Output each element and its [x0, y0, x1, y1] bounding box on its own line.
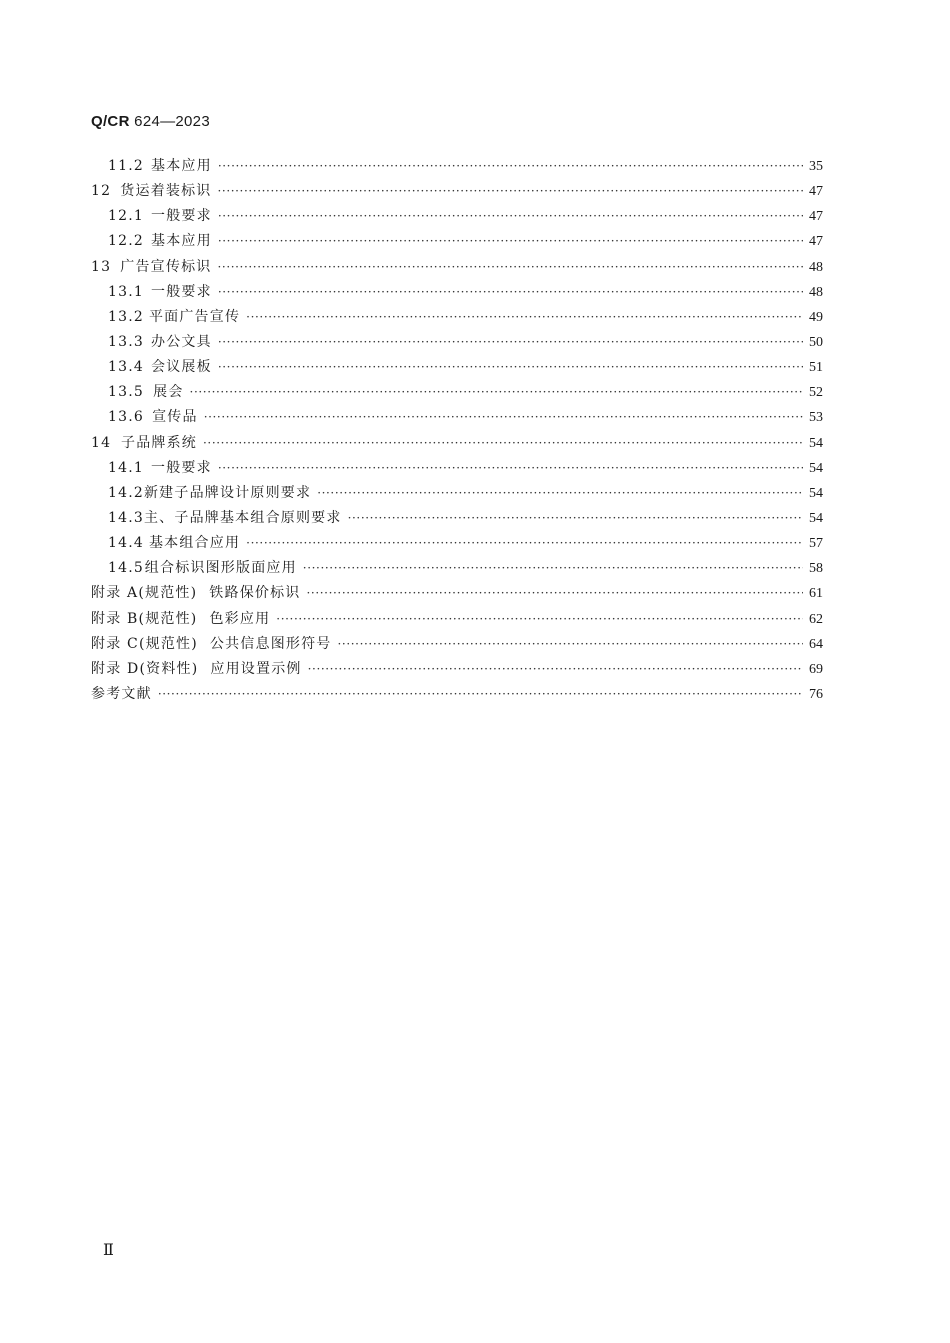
toc-entry[interactable] [91, 155, 823, 180]
toc-entry-page: 51 [809, 360, 823, 376]
toc-entry-number: 14.4 [108, 535, 144, 552]
toc-entry-page: 50 [809, 334, 823, 350]
toc-entry-number: 附录 B(规范性) [91, 610, 198, 627]
toc-dot-leader [307, 586, 804, 600]
toc-entry-number: 13.3 [108, 333, 144, 350]
toc-entry[interactable] [91, 381, 823, 406]
toc-entry-number: 14.1 [108, 459, 144, 476]
standard-prefix: Q/CR [91, 113, 130, 130]
toc-dot-leader [276, 612, 803, 626]
toc-dot-leader [218, 335, 803, 349]
toc-entry-number: 14.2 [108, 484, 144, 501]
toc-entry[interactable] [91, 532, 823, 557]
toc-dot-leader [158, 687, 803, 701]
toc-entry[interactable] [91, 683, 823, 708]
toc-entry[interactable] [91, 256, 823, 281]
toc-dot-leader [217, 260, 803, 274]
table-of-contents [91, 155, 823, 708]
toc-entry-number: 12.1 [108, 208, 144, 225]
toc-entry[interactable] [91, 281, 823, 306]
toc-entry-number: 13.6 [108, 409, 144, 426]
toc-entry-page: 57 [809, 536, 823, 552]
toc-entry-number: 附录 D(资料性) [91, 660, 199, 677]
toc-entry-title: 公共信息图形符号 [209, 635, 332, 652]
toc-entry[interactable] [91, 180, 823, 205]
toc-entry-title: 广告宣传标识 [120, 258, 212, 275]
toc-entry[interactable] [91, 658, 823, 683]
toc-entry[interactable] [91, 557, 823, 582]
toc-entry-title: 一般要求 [151, 459, 212, 476]
toc-entry[interactable] [91, 582, 823, 607]
toc-entry-title: 货运着装标识 [120, 183, 212, 200]
toc-entry-title: 主、子品牌基本组合原则要求 [143, 509, 342, 526]
toc-entry[interactable] [91, 331, 823, 356]
toc-dot-leader [246, 536, 803, 550]
toc-entry-title: 会议展板 [151, 359, 212, 376]
toc-entry-title: 铁路保价标识 [209, 585, 301, 602]
toc-entry-title: 展会 [153, 384, 184, 401]
toc-entry-page: 47 [809, 184, 823, 200]
toc-entry-page: 54 [809, 435, 823, 451]
toc-dot-leader [218, 209, 803, 223]
toc-entry-title: 一般要求 [151, 208, 212, 225]
toc-entry-page: 52 [809, 385, 823, 401]
toc-entry-title: 参考文献 [91, 685, 152, 702]
toc-entry-title: 基本应用 [151, 158, 212, 174]
standard-code: 624—2023 [134, 113, 210, 130]
toc-entry-page: 47 [809, 234, 823, 250]
document-header [91, 113, 210, 130]
toc-dot-leader [338, 637, 804, 651]
toc-entry-number: 13.5 [108, 384, 144, 401]
toc-entry-title: 一般要求 [151, 283, 212, 300]
toc-entry-title: 新建子品牌设计原则要求 [143, 484, 312, 501]
toc-entry-number: 13.2 [108, 308, 144, 325]
toc-entry-number: 14.3 [108, 509, 144, 526]
toc-dot-leader [348, 511, 803, 525]
toc-entry-page: 53 [809, 410, 823, 426]
toc-entry[interactable] [91, 205, 823, 230]
toc-entry[interactable] [91, 230, 823, 255]
toc-entry[interactable] [91, 432, 823, 457]
toc-entry[interactable] [91, 406, 823, 431]
toc-dot-leader [217, 184, 803, 198]
toc-entry-title: 组合标识图形版面应用 [144, 560, 297, 577]
toc-entry-number: 11.2 [108, 158, 144, 174]
toc-entry-page: 62 [809, 611, 823, 627]
toc-entry[interactable] [91, 306, 823, 331]
toc-entry-title: 宣传品 [152, 409, 198, 426]
toc-entry-title: 子品牌系统 [121, 434, 197, 451]
toc-entry-page: 49 [809, 309, 823, 325]
toc-entry-page: 76 [809, 686, 823, 702]
toc-entry-number: 附录 A(规范性) [91, 585, 198, 602]
toc-dot-leader [218, 461, 803, 475]
toc-entry-page: 64 [809, 636, 823, 652]
toc-entry[interactable] [91, 457, 823, 482]
toc-entry-number: 13.4 [108, 359, 144, 376]
toc-entry-page: 61 [809, 586, 823, 602]
toc-dot-leader [218, 159, 803, 173]
toc-entry[interactable] [91, 633, 823, 658]
toc-entry-number: 13.1 [108, 283, 144, 300]
page-number: Ⅱ [103, 1242, 114, 1259]
toc-entry-number: 12 [91, 183, 112, 200]
toc-dot-leader [308, 662, 803, 676]
toc-entry-number: 13 [91, 258, 112, 275]
toc-entry-title: 基本组合应用 [148, 535, 241, 552]
toc-entry-number: 附录 C(规范性) [91, 635, 198, 652]
toc-dot-leader [303, 561, 803, 575]
toc-dot-leader [317, 486, 803, 500]
toc-entry-title: 基本应用 [151, 233, 212, 250]
toc-entry[interactable] [91, 356, 823, 381]
toc-dot-leader [203, 436, 803, 450]
toc-entry-page: 47 [809, 209, 823, 225]
toc-entry-page: 58 [809, 561, 823, 577]
toc-entry-number: 12.2 [108, 233, 144, 250]
toc-entry[interactable] [91, 482, 823, 507]
toc-dot-leader [218, 360, 803, 374]
toc-entry-title: 应用设置示例 [210, 660, 302, 677]
toc-dot-leader [218, 285, 803, 299]
toc-entry-page: 54 [809, 485, 823, 501]
toc-entry-title: 色彩应用 [209, 610, 271, 627]
toc-entry-number: 14 [91, 434, 112, 451]
toc-entry[interactable] [91, 507, 823, 532]
toc-entry-page: 54 [809, 510, 823, 526]
toc-entry[interactable] [91, 608, 823, 633]
toc-entry-page: 48 [809, 284, 823, 300]
toc-entry-page: 69 [809, 661, 823, 677]
toc-entry-page: 54 [809, 460, 823, 476]
toc-entry-title: 平面广告宣传 [148, 308, 241, 325]
toc-dot-leader [218, 234, 803, 248]
toc-dot-leader [204, 410, 803, 424]
toc-dot-leader [190, 385, 803, 399]
toc-dot-leader [246, 310, 803, 324]
toc-entry-page: 35 [809, 159, 823, 174]
toc-entry-page: 48 [809, 259, 823, 275]
toc-entry-title: 办公文具 [151, 333, 212, 350]
toc-entry-number: 14.5 [108, 560, 144, 577]
